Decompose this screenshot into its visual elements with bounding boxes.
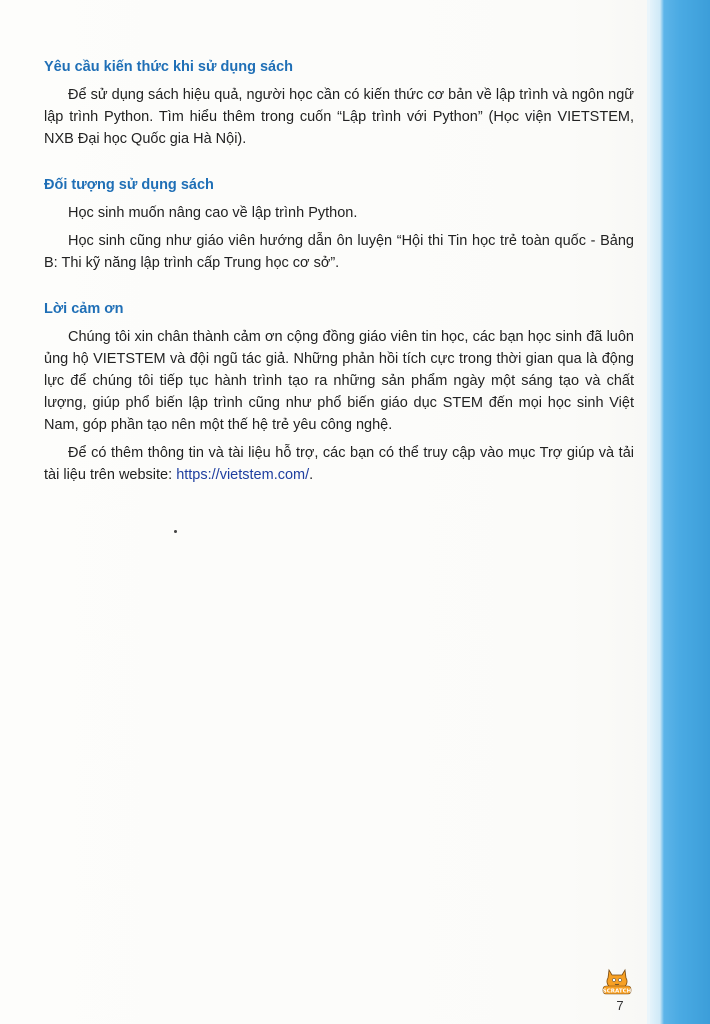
mascot-label: SCRATCH [602, 988, 632, 995]
section-heading: Yêu cầu kiến thức khi sử dụng sách [44, 59, 294, 75]
section-target-audience [44, 174, 634, 274]
paragraph: Chúng tôi xin chân thành cảm ơn cộng đồng giáo viên tin học, các bạn học sinh đã luôn ủng hộ VIETSTEM và đội ngũ tác giả. Những phản hồi tích cực trong thời gian qua là động lực để chúng tôi tiếp tục hành trình tạo ra những sản phẩm ngày một sáng tạo và chất lượng, giúp phổ biến lập trình cũng như phổ biến giáo dục STEM đến mọi học sinh Việt Nam, góp phần tạo nên một thế hệ trẻ yêu công nghệ. [44, 329, 634, 433]
support-text-end: . [309, 467, 314, 483]
paragraph: Học sinh muốn nâng cao về lập trình Python. [68, 205, 358, 221]
page-content [44, 56, 634, 492]
section-acknowledgements [44, 298, 634, 486]
website-link[interactable]: https://vietstem.com/ [176, 467, 310, 483]
section-knowledge-requirements [44, 56, 634, 150]
page-number: 7 [616, 998, 624, 1013]
side-color-band [650, 0, 710, 1024]
print-speck [174, 530, 177, 533]
paragraph: Học sinh cũng như giáo viên hướng dẫn ôn luyện “Hội thi Tin học trẻ toàn quốc - Bảng B: Thi kỹ năng lập trình cấp Trung học cơ sở”. [44, 233, 634, 271]
paragraph: Để sử dụng sách hiệu quả, người học cần có kiến thức cơ bản về lập trình và ngôn ngữ lập trình Python. Tìm hiểu thêm trong cuốn “Lập trình với Python” (Học viện VIETSTEM, NXB Đại học Quốc gia Hà Nội). [44, 87, 634, 147]
section-heading: Đối tượng sử dụng sách [44, 177, 214, 193]
section-heading: Lời cảm ơn [44, 301, 124, 317]
support-paragraph [44, 442, 634, 486]
scratch-cat-icon [600, 966, 634, 996]
support-text: Để có thêm thông tin và tài liệu hỗ trợ, các bạn có thể truy cập vào mục Trợ giúp và tải tài liệu trên website: [44, 445, 634, 483]
